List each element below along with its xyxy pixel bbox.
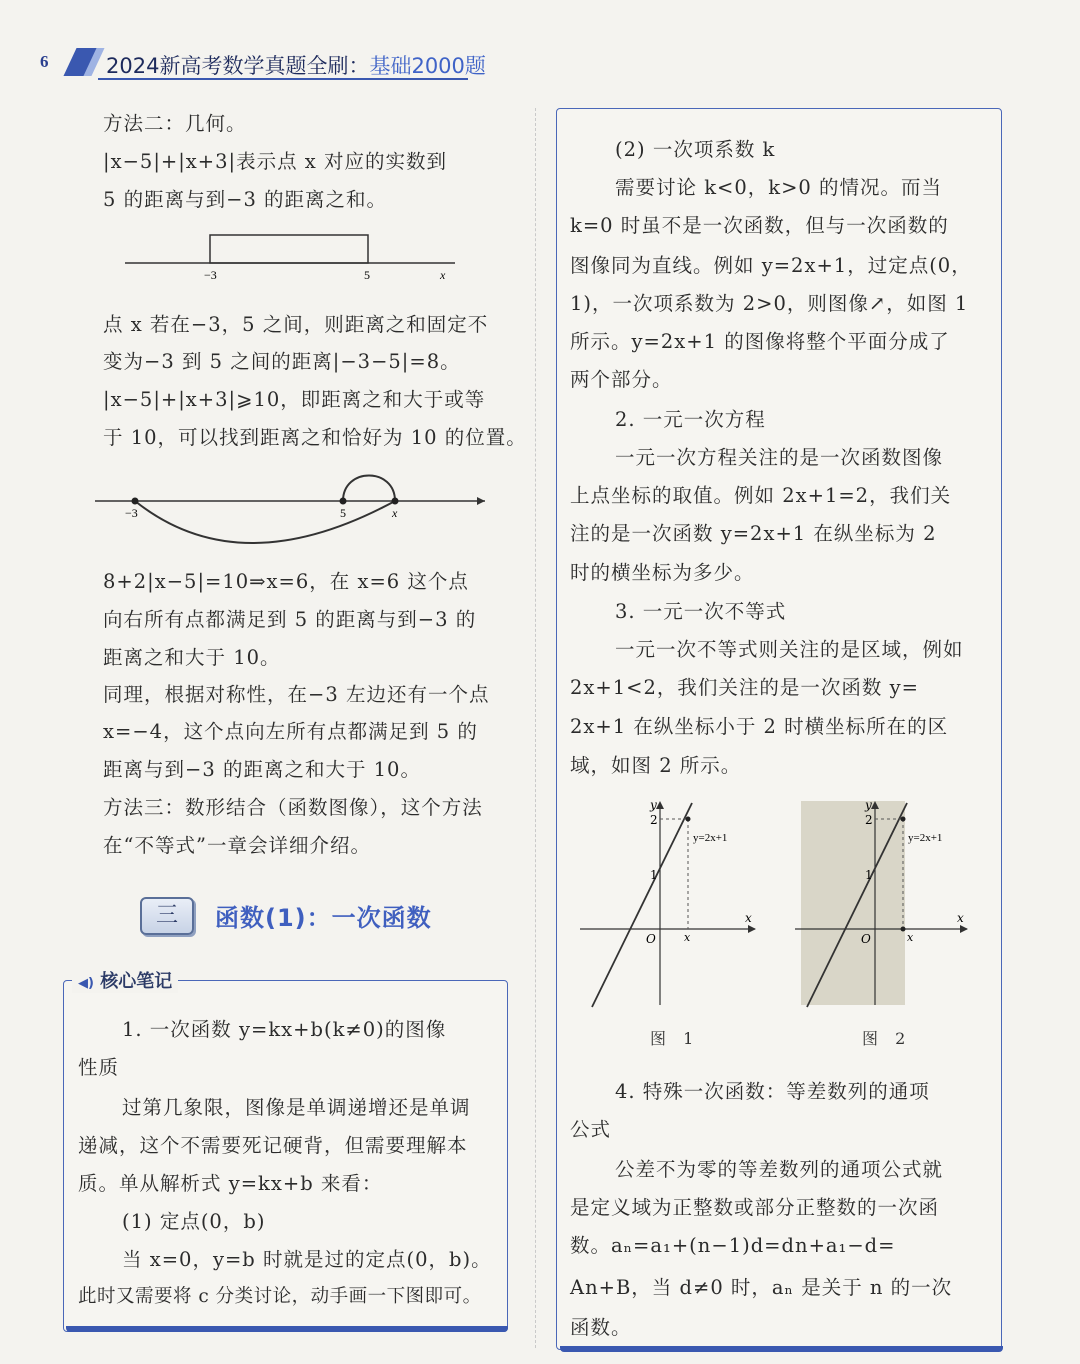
note-line-8: 此时又需要将 c 分类讨论，动手画一下图即可。 bbox=[78, 1286, 482, 1307]
right-line-17: 域，如图 2 所示。 bbox=[570, 754, 742, 777]
left-line-5: 变为−3 到 5 之间的距离|−3−5|=8。 bbox=[103, 350, 461, 373]
left-line-8: 8+2|x−5|=10⇒x=6，在 x=6 这个点 bbox=[103, 570, 469, 593]
section-number-badge bbox=[140, 897, 194, 935]
nl1-label-neg3: −3 bbox=[204, 268, 217, 282]
nl1-label-x: x bbox=[440, 268, 446, 282]
right-line-7: 两个部分。 bbox=[570, 368, 673, 391]
right-line-21: 是定义域为正整数或部分正整数的一次函 bbox=[570, 1196, 940, 1219]
left-line-12: x=−4，这个点向左所有点都满足到 5 的 bbox=[103, 720, 478, 743]
left-line-10: 距离之和大于 10。 bbox=[103, 646, 281, 669]
right-line-6: 所示。y=2x+1 的图像将整个平面分成了 bbox=[570, 330, 950, 353]
speaker-icon: ◀) bbox=[78, 976, 94, 991]
fig1-line-label: y=2x+1 bbox=[693, 832, 728, 844]
right-line-20: 公差不为零的等差数列的通项公式就 bbox=[615, 1158, 944, 1181]
number-line-1 bbox=[120, 225, 460, 285]
distance-segment-box bbox=[210, 235, 368, 263]
right-line-23: An+B，当 d≠0 时，aₙ 是关于 n 的一次 bbox=[570, 1276, 953, 1299]
figure-2-caption: 图 2 bbox=[862, 1029, 912, 1048]
right-line-11: 注的是一次函数 y=2x+1 在纵坐标为 2 bbox=[570, 522, 937, 545]
note-line-3: 过第几象限，图像是单调递增还是单调 bbox=[122, 1096, 471, 1119]
right-line-16: 2x+1 在纵坐标小于 2 时横坐标所在的区 bbox=[570, 715, 949, 738]
right-line-19: 公式 bbox=[570, 1118, 612, 1141]
left-line-2: |x−5|+|x+3|表示点 x 对应的实数到 bbox=[103, 150, 447, 173]
left-line-13: 距离与到−3 的距离之和大于 10。 bbox=[103, 758, 421, 781]
fig2-axis-y: y bbox=[865, 798, 872, 812]
fig1-axis-x: x bbox=[745, 911, 752, 925]
right-line-10: 上点坐标的取值。例如 2x+1=2，我们关 bbox=[570, 484, 952, 507]
figure-1-caption: 图 1 bbox=[650, 1029, 700, 1048]
fig2-tick-y2: 2 bbox=[865, 813, 873, 827]
fig1-tick-x: x bbox=[684, 931, 691, 944]
right-line-12: 时的横坐标为多少。 bbox=[570, 561, 755, 584]
right-line-1: (2) 一次项系数 k bbox=[615, 138, 776, 161]
left-line-6: |x−5|+|x+3|⩾10，即距离之和大于或等 bbox=[103, 388, 486, 411]
figure-2-graph bbox=[795, 795, 975, 1015]
right-line-18: 4. 特殊一次函数：等差数列的通项 bbox=[615, 1080, 930, 1103]
header-underline bbox=[98, 78, 468, 80]
left-line-15: 在“不等式”一章会详细介绍。 bbox=[103, 834, 371, 857]
left-line-11: 同理，根据对称性，在−3 左边还有一个点 bbox=[103, 683, 490, 706]
fig2-axis-x: x bbox=[957, 911, 964, 925]
right-line-15: 2x+1<2，我们关注的是一次函数 y= bbox=[570, 676, 919, 699]
note-line-6: (1) 定点(0，b) bbox=[122, 1210, 266, 1233]
nl2-label-x: x bbox=[392, 506, 398, 520]
right-line-22: 数。aₙ=a₁+(n−1)d=dn+a₁−d= bbox=[570, 1234, 896, 1257]
fig2-tick-y1: 1 bbox=[865, 868, 873, 882]
left-line-3: 5 的距离与到−3 的距离之和。 bbox=[103, 188, 388, 211]
right-line-13: 3. 一元一次不等式 bbox=[615, 600, 787, 623]
fig2-tick-x: x bbox=[907, 931, 914, 944]
section-title: 函数(1)：一次函数 bbox=[215, 904, 432, 932]
core-note-title: 核心笔记 bbox=[100, 971, 173, 992]
page-number: 6 bbox=[40, 52, 49, 71]
fig2-shaded-region bbox=[801, 801, 905, 1005]
note-line-4: 递减，这个不需要死记硬背，但需要理解本 bbox=[78, 1134, 468, 1157]
fig2-origin: O bbox=[861, 932, 871, 946]
right-line-3: k=0 时虽不是一次函数，但与一次函数的 bbox=[570, 214, 949, 237]
left-line-1: 方法二：几何。 bbox=[103, 112, 247, 135]
left-line-7: 于 10，可以找到距离之和恰好为 10 的位置。 bbox=[103, 426, 527, 449]
right-line-4: 图像同为直线。例如 y=2x+1，过定点(0， bbox=[570, 254, 972, 277]
nl2-label-neg3: −3 bbox=[125, 506, 138, 520]
fig1-axis-y: y bbox=[650, 798, 657, 812]
note-line-2: 性质 bbox=[78, 1056, 120, 1079]
fig1-line bbox=[592, 803, 692, 1007]
right-line-14: 一元一次不等式则关注的是区域，例如 bbox=[615, 638, 964, 661]
nl1-label-5: 5 bbox=[364, 268, 370, 282]
right-line-8: 2. 一元一次方程 bbox=[615, 408, 766, 431]
fig1-tick-y1: 1 bbox=[650, 868, 658, 882]
core-note-box-shadow bbox=[66, 1326, 508, 1332]
fig1-tick-y2: 2 bbox=[650, 813, 658, 827]
arc-5-to-x bbox=[343, 476, 395, 502]
fig2-line-label: y=2x+1 bbox=[908, 832, 943, 844]
column-divider bbox=[535, 108, 536, 1348]
right-line-24: 函数。 bbox=[570, 1316, 632, 1339]
number-line-2 bbox=[95, 465, 490, 550]
section-number: 三 bbox=[155, 903, 178, 928]
right-line-2: 需要讨论 k<0，k>0 的情况。而当 bbox=[615, 176, 943, 199]
right-line-5: 1)，一次项系数为 2>0，则图像↗，如图 1 bbox=[570, 292, 969, 315]
left-line-9: 向右所有点都满足到 5 的距离与到−3 的 bbox=[103, 608, 477, 631]
left-line-4: 点 x 若在−3，5 之间，则距离之和固定不 bbox=[103, 313, 489, 336]
right-note-box-shadow bbox=[560, 1346, 1003, 1352]
left-line-14: 方法三：数形结合（函数图像），这个方法 bbox=[103, 796, 483, 819]
arc-neg3-to-x bbox=[135, 501, 395, 543]
note-line-5: 质。单从解析式 y=kx+b 来看： bbox=[78, 1172, 383, 1195]
header-title bbox=[106, 50, 486, 80]
note-line-7: 当 x=0，y=b 时就是过的定点(0，b)。 bbox=[122, 1248, 492, 1271]
note-line-1: 1. 一次函数 y=kx+b(k≠0)的图像 bbox=[122, 1018, 447, 1041]
book-subtitle: 基础2000题 bbox=[369, 54, 486, 78]
book-title: 2024新高考数学真题全刷： bbox=[106, 54, 370, 78]
figure-1-graph bbox=[580, 795, 765, 1015]
core-note-label bbox=[72, 967, 178, 993]
right-line-9: 一元一次方程关注的是一次函数图像 bbox=[615, 446, 944, 469]
fig1-origin: O bbox=[646, 932, 656, 946]
nl2-label-5: 5 bbox=[340, 506, 346, 520]
